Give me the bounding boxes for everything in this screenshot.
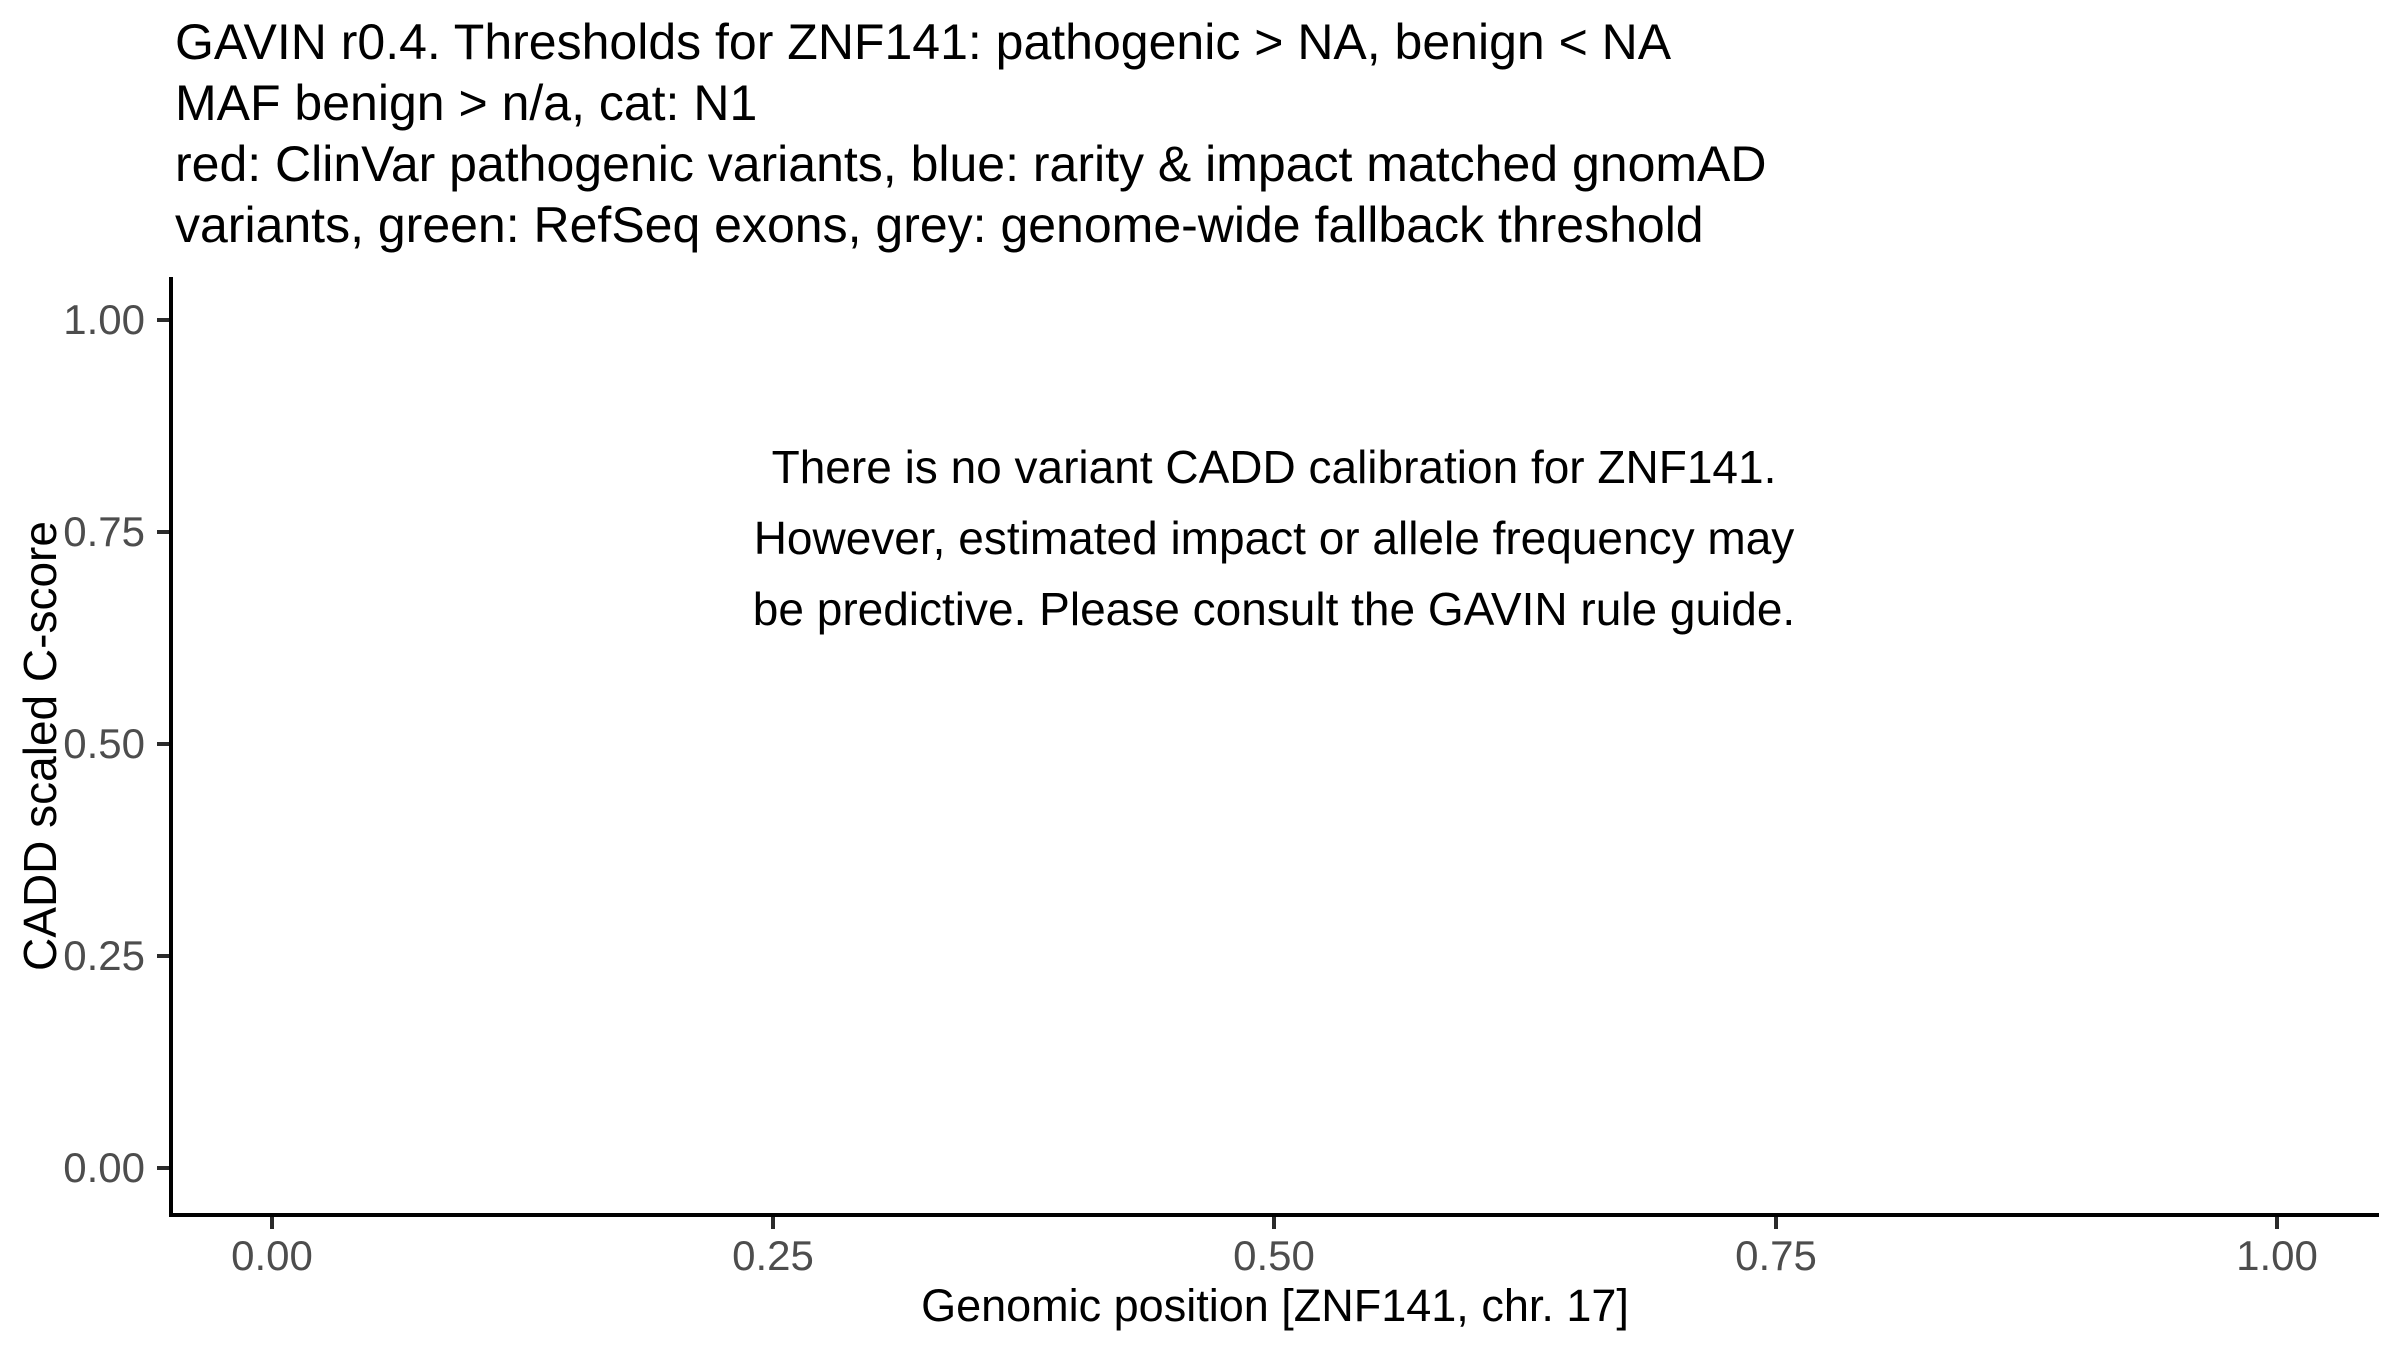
chart-title-line-4: variants, green: RefSeq exons, grey: genome-wide fallback threshold: [175, 197, 1704, 253]
annotation-line-3: be predictive. Please consult the GAVIN rule guide.: [752, 583, 1796, 635]
chart-title-line-1: GAVIN r0.4. Thresholds for ZNF141: pathogenic > NA, benign < NA: [175, 14, 1672, 70]
y-tick-mark-1.00: [157, 318, 169, 322]
x-tick-label: 0.75: [1735, 1232, 1817, 1279]
y-tick-label: 0.25: [63, 932, 145, 979]
y-axis-title: CADD scaled C-score: [14, 521, 66, 971]
y-tick-mark-0.50: [157, 742, 169, 746]
y-tick-label: 1.00: [63, 296, 145, 343]
y-tick-mark-0.25: [157, 954, 169, 958]
x-tick-mark-0.75: [1774, 1217, 1778, 1229]
y-tick-label: 0.50: [63, 720, 145, 767]
annotation-line-2: However, estimated impact or allele frequency may: [753, 512, 1795, 564]
y-tick-label: 0.00: [63, 1144, 145, 1191]
y-tick-mark-0.75: [157, 530, 169, 534]
chart-title-line-2: MAF benign > n/a, cat: N1: [175, 75, 758, 131]
chart-title: [175, 12, 1766, 256]
x-tick-label: 0.50: [1233, 1232, 1315, 1279]
y-tick-label: 0.75: [63, 508, 145, 555]
x-tick-mark-0.25: [771, 1217, 775, 1229]
x-tick-mark-0.00: [270, 1217, 274, 1229]
y-axis-line: [169, 277, 173, 1217]
y-tick-mark-0.00: [157, 1166, 169, 1170]
x-tick-mark-0.50: [1272, 1217, 1276, 1229]
x-tick-label: 0.00: [231, 1232, 313, 1279]
x-tick-mark-1.00: [2275, 1217, 2279, 1229]
x-tick-label: 0.25: [732, 1232, 814, 1279]
annotation-line-1: There is no variant CADD calibration for ZNF141.: [771, 441, 1777, 493]
plot-panel: [171, 279, 2377, 1214]
x-axis-title: Genomic position [ZNF141, chr. 17]: [921, 1280, 1629, 1331]
x-tick-label: 1.00: [2236, 1232, 2318, 1279]
chart-title-line-3: red: ClinVar pathogenic variants, blue: rarity & impact matched gnomAD: [175, 136, 1767, 192]
no-calibration-annotation: [574, 432, 1974, 645]
